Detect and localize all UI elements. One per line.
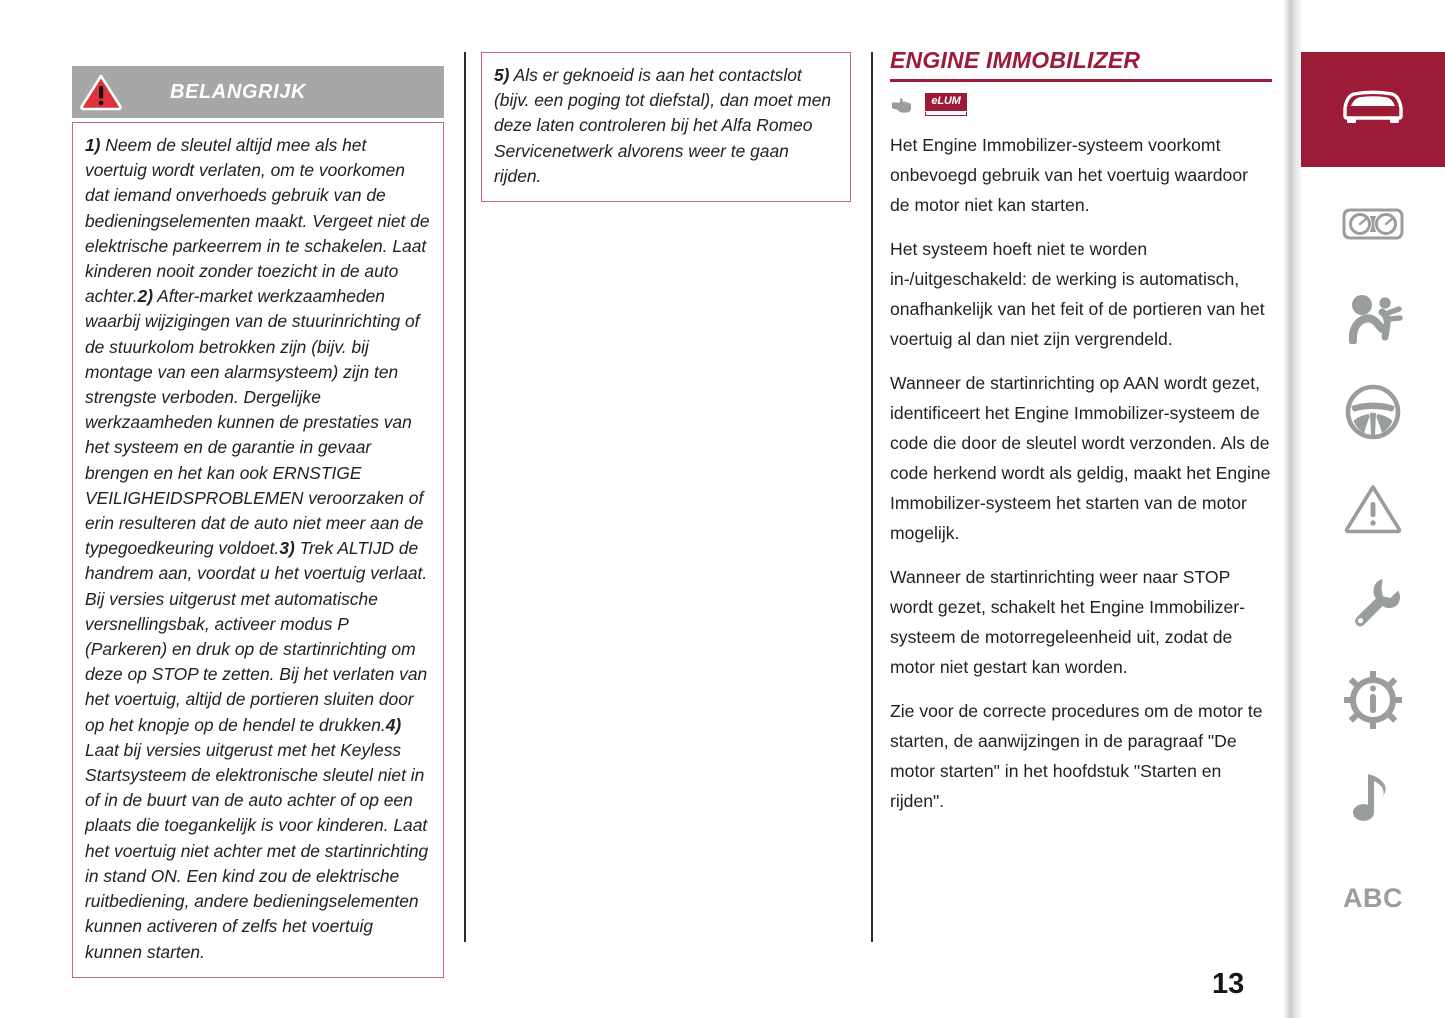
warning-box-continued <box>481 52 851 202</box>
sidebar-item-index[interactable] <box>1301 850 1445 946</box>
page-number: 13 <box>1212 968 1245 1000</box>
column-divider-2 <box>871 52 873 942</box>
gear-info-icon <box>1344 671 1402 734</box>
wrench-icon <box>1344 575 1402 638</box>
steering-wheel-icon <box>1344 383 1402 446</box>
note-body: Neem de sleutel altijd mee als het voertuig wordt verlaten, om te voorkomen dat iemand onverhoeds gebruik van de bedieningselementen maakt. Vergeet niet de elektrische parkeerrem in te schakelen. Laat kinderen nooit zonder toezicht in de auto achter. <box>85 135 430 307</box>
column-one <box>72 66 444 978</box>
elum-reference-row <box>890 92 1272 118</box>
body-paragraph: Wanneer de startinrichting op AAN wordt gezet, identificeert het Engine Immobilizer-systeem de code die door de sleutel wordt verzonden. Als de code herkend wordt als geldig, maakt het Engine Immobilizer-systeem het starten van de motor mogelijk. <box>890 372 1271 543</box>
sidebar-item-steering[interactable] <box>1301 366 1445 462</box>
warning-triangle-icon <box>78 72 124 112</box>
important-warning-title: BELANGRIJK <box>169 80 306 103</box>
page-spine <box>1283 0 1301 1018</box>
page-title: ENGINE IMMOBILIZER <box>890 47 1141 73</box>
sidebar-item-technical-info[interactable] <box>1301 654 1445 750</box>
note-marker: 1) <box>85 135 101 155</box>
column-divider-1 <box>464 52 466 942</box>
music-note-icon <box>1350 768 1396 829</box>
note-marker: 2) <box>137 286 153 307</box>
car-front-icon <box>1338 84 1408 135</box>
abc-text-icon: ABC <box>1343 882 1403 913</box>
column-two <box>481 52 851 202</box>
important-warning-header <box>72 66 444 118</box>
sidebar-item-dashboard[interactable] <box>1301 178 1445 274</box>
note-body: Trek ALTIJD de handrem aan, voordat u het voertuig verlaat. Bij versies uitgerust met automatische versnellingsbak, activeer modus P (Parkeren) en druk op de startinrichting om deze op STOP te zetten. Bij het verlaten van het voertuig, altijd de portieren sluiten door op het knopje op de hendel te drukken. <box>85 538 428 735</box>
note-marker: 5) <box>494 65 510 85</box>
title-underline <box>890 79 1272 82</box>
sidebar-item-safety[interactable] <box>1301 272 1445 368</box>
pointing-hand-icon <box>890 95 916 115</box>
body-paragraph: Het systeem hoeft niet te worden in-/uitgeschakeld: de werking is automatisch, onafhankelijk van het feit of de portieren van het voertuig al dan niet zijn vergrendeld. <box>890 238 1265 349</box>
note-item <box>494 63 838 189</box>
body-paragraph: Wanneer de startinrichting weer naar STOP wordt gezet, schakelt het Engine Immobilizer-systeem de motorregeleenheid uit, zodat de motor niet gestart kan worden. <box>890 566 1245 677</box>
elum-badge-base <box>925 112 967 116</box>
sidebar-item-multimedia[interactable] <box>1301 750 1445 846</box>
warning-triangle-icon <box>1343 482 1403 539</box>
elum-badge-body <box>925 93 967 111</box>
important-warning-box <box>72 122 444 978</box>
note-body: Als er geknoeid is aan het contactslot (bijv. een poging tot diefstal), dan moet men deze laten controleren bij het Alfa Romeo Servicenetwerk alvorens weer te gaan rijden. <box>494 65 832 186</box>
body-paragraph: Het Engine Immobilizer-systeem voorkomt onbevoegd gebruik van het voertuig waardoor de motor niet kan starten. <box>890 134 1248 215</box>
column-three <box>890 46 1272 830</box>
sidebar-item-maintenance[interactable] <box>1301 558 1445 654</box>
elum-badge <box>925 93 967 117</box>
note-body: After-market werkzaamheden waarbij wijzigingen van de stuurinrichting of de stuurkolom betrokken zijn (bijv. bij montage van een alarmsysteem) zijn ten strengste verboden. Dergelijke werkzaamheden kunnen de prestaties van het systeem en de garantie in gevaar brengen en het kan ook ERNSTIGE VEILIGHEIDSPROBLEMEN veroorzaken of erin resulteren dat de auto niet meer aan de typegoedkeuring voldoet. <box>85 286 424 559</box>
sidebar-tab-vehicle-active[interactable] <box>1301 52 1445 167</box>
note-item <box>85 133 431 965</box>
elum-badge-label: eLUM <box>931 95 961 107</box>
airbag-safety-icon <box>1343 292 1403 349</box>
sidebar-item-warnings[interactable] <box>1301 462 1445 558</box>
chapter-sidebar <box>1301 0 1445 1018</box>
note-marker: 4) <box>385 714 402 735</box>
note-body: Laat bij versies uitgerust met het Keyless Startsysteem de elektronische sleutel niet in of in de buurt van de auto achter of op een plaats die toegankelijk is voor kinderen. Laat het voertuig niet achter met de startinrichting in stand ON. Een kind zou de elektrische ruitbediening, andere bedieningselementen kunnen activeren of zelfs het voertuig kunnen starten. <box>85 739 429 962</box>
note-marker: 3) <box>279 538 295 559</box>
dashboard-gauges-icon <box>1340 204 1406 249</box>
body-paragraph: Zie voor de correcte procedures om de motor te starten, de aanwijzingen in de paragraaf "De motor starten" in het hoofdstuk "Starten en rijden". <box>890 700 1263 811</box>
